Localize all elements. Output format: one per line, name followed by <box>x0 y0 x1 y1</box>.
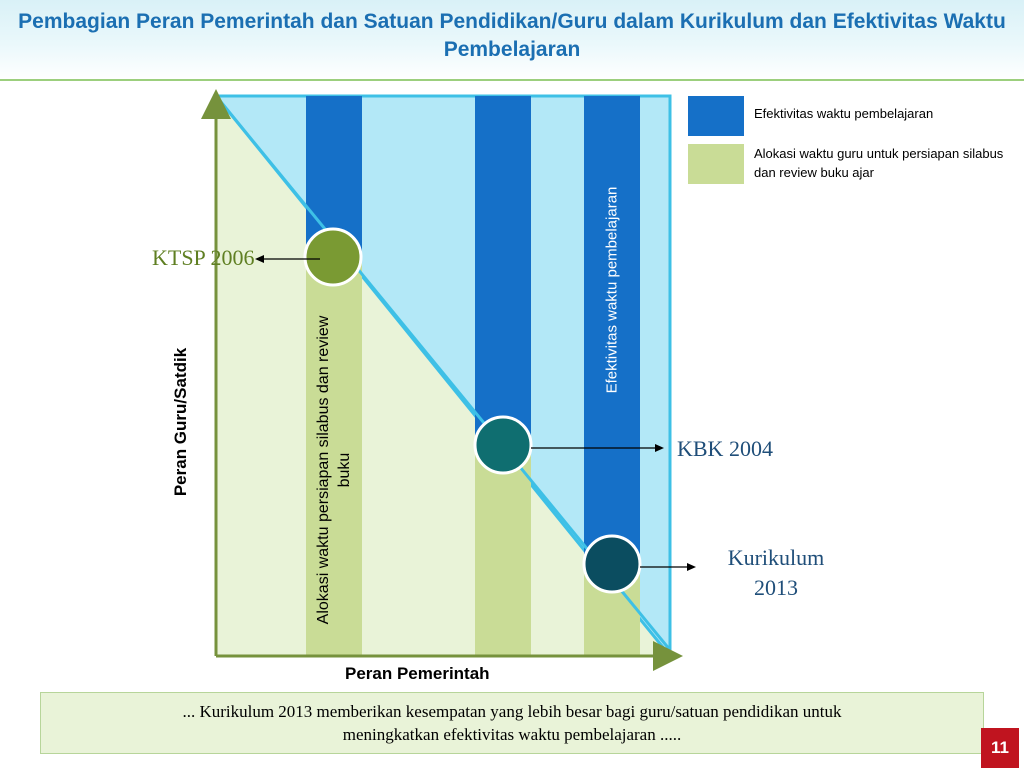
k13-arrowhead-icon <box>687 563 696 571</box>
k13-marker <box>584 536 640 592</box>
legend-swatch-green <box>688 144 744 184</box>
k13-callout <box>706 543 846 603</box>
page-number: 11 <box>981 728 1019 768</box>
y-axis-label: Peran Guru/Satdik <box>171 347 190 497</box>
conclusion-box <box>40 692 984 754</box>
legend-label: Alokasi waktu guru untuk persiapan silabus dan review buku ajar <box>754 146 1004 180</box>
k13-callout-line1: Kurikulum <box>727 545 825 570</box>
k13-callout-line2: 2013 <box>754 575 798 600</box>
effectiveness-bar-label: Efektivitas waktu pembelajaran <box>603 186 621 394</box>
conclusion-line2: meningkatkan efektivitas waktu pembelajaran ..... <box>342 725 682 744</box>
bar-kbk-allocation <box>475 444 531 656</box>
kbk-callout: KBK 2004 <box>677 436 773 461</box>
kbk-marker <box>475 417 531 473</box>
bar-kbk-effectiveness <box>475 96 531 444</box>
slide-title: Pembagian Peran Pemerintah dan Satuan Pendidikan/Guru dalam Kurikulum dan Efektivitas Waktu Pembelajaran <box>18 10 1006 61</box>
x-axis-label: Peran Pemerintah <box>345 664 490 683</box>
allocation-bar-label: Alokasi waktu persiapan silabus dan review buku <box>315 315 353 625</box>
conclusion-line1: ... Kurikulum 2013 memberikan kesempatan yang lebih besar bagi guru/satuan pendidikan untuk <box>182 702 842 721</box>
ktsp-marker <box>305 229 361 285</box>
legend-label: Efektivitas waktu pembelajaran <box>754 106 934 121</box>
legend-swatch-blue <box>688 96 744 136</box>
ktsp-callout: KTSP 2006 <box>152 245 255 270</box>
